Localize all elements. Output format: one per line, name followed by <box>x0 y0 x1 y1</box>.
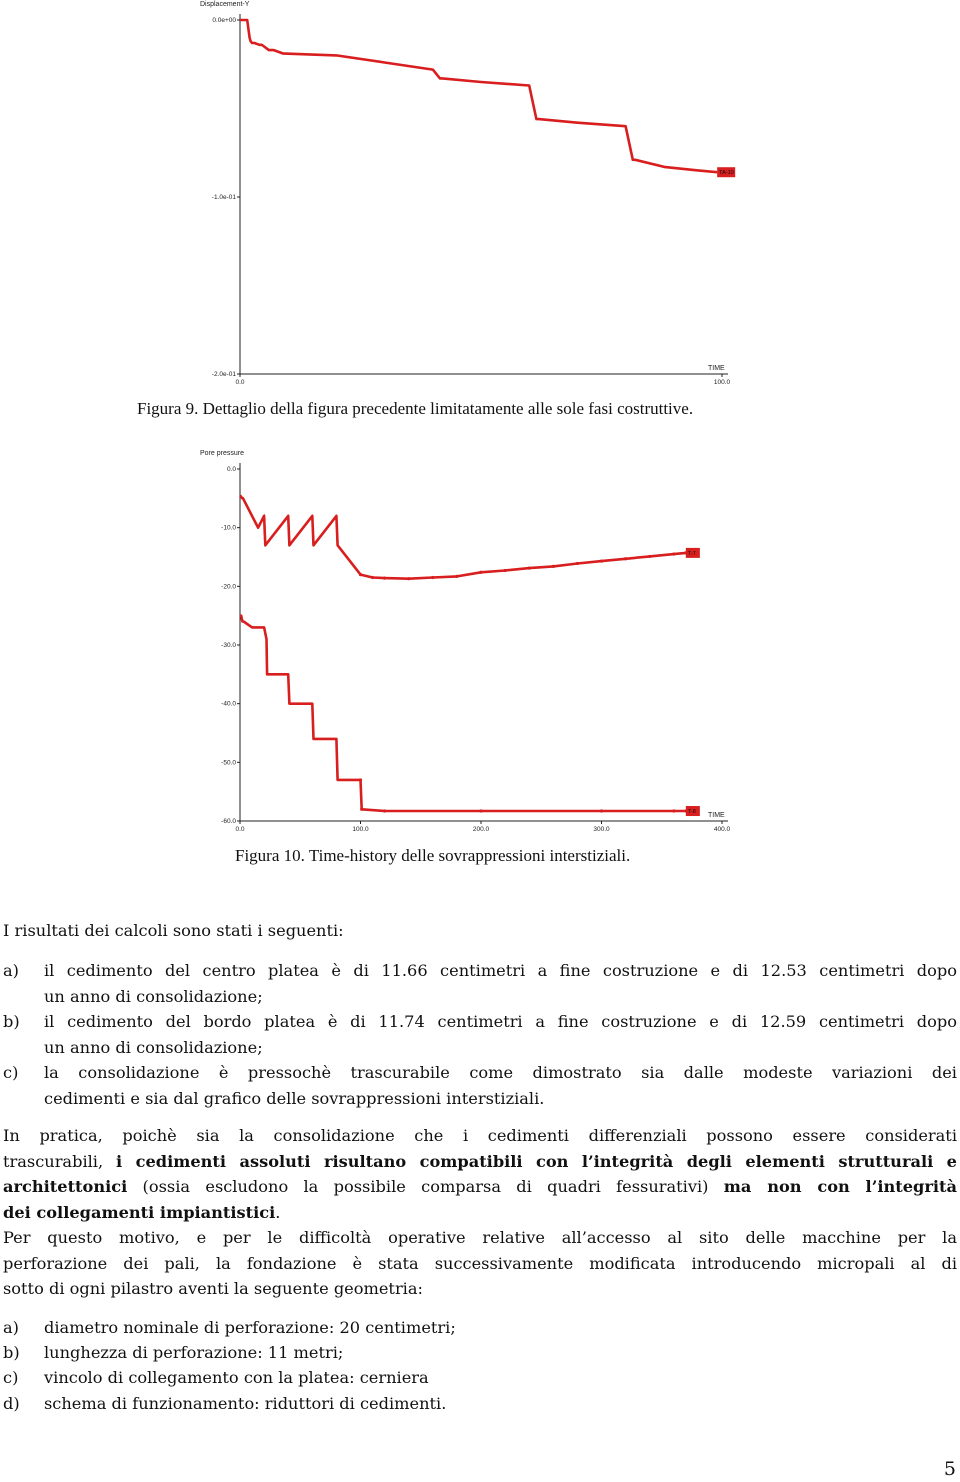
data-point <box>383 577 386 580</box>
intro-paragraph: I risultati dei calcoli sono stati i seguenti: <box>3 921 344 940</box>
list-item-text-line: un anno di consolidazione; <box>44 986 263 1006</box>
data-point <box>431 576 434 579</box>
x-tick-label: 200.0 <box>472 826 490 833</box>
figure-10-caption: Figura 10. Time-history delle sovrappressioni interstiziali. <box>235 846 631 865</box>
series-line-t-7 <box>240 495 686 578</box>
list-item-text-line: cedimenti e sia dal grafico delle sovrappressioni interstiziali. <box>44 1088 545 1108</box>
data-point <box>600 560 603 563</box>
series-end-tag-label: T-8 <box>687 809 696 816</box>
list-item-text-line: un anno di consolidazione; <box>44 1037 263 1057</box>
x-tick-label: 400.0 <box>713 826 731 833</box>
series-end-tag-label: TA-10 <box>719 170 734 177</box>
data-point <box>479 809 482 812</box>
paragraph-line: architettonici (ossia escludono la possibile comparsa di quadri fessurativi) ma non con l’integrità <box>3 1177 957 1196</box>
list-marker: c) <box>3 1368 19 1387</box>
y-tick-label: 0.0e+00 <box>212 17 236 24</box>
paragraph-line: Per questo motivo, e per le difficoltà operative relative all’accesso al sito delle macchine per la <box>3 1228 957 1247</box>
figure-9-caption: Figura 9. Dettaglio della figura precedente limitatamente alle sole fasi costruttive. <box>137 399 694 418</box>
data-point <box>648 555 651 558</box>
list-item-text-line: lunghezza di perforazione: 11 metri; <box>44 1343 344 1362</box>
x-tick-label: 0.0 <box>235 826 245 833</box>
data-point <box>359 573 362 576</box>
data-point <box>672 809 675 812</box>
data-point <box>552 565 555 568</box>
y-tick-label: -50.0 <box>221 759 236 767</box>
x-tick-label: 100.0 <box>352 826 369 833</box>
paragraph-line: dei collegamenti impiantistici. <box>3 1202 281 1222</box>
data-point <box>359 778 362 781</box>
y-tick-label: 0.0 <box>226 466 236 473</box>
list-item-text-line: il cedimento del bordo platea è di 11.74 centimetri a fine costruzione e di 12.59 centimetri dopo <box>44 1012 957 1031</box>
data-point <box>360 808 363 811</box>
data-point <box>371 576 374 579</box>
list-item-text-line: diametro nominale di perforazione: 20 centimetri; <box>44 1318 456 1337</box>
list-marker: a) <box>3 961 19 980</box>
series-line-shadow <box>240 495 686 578</box>
conclusion-paragraph <box>3 1123 957 1225</box>
y-tick-label: -20.0 <box>221 583 236 591</box>
list-marker: a) <box>3 1318 19 1337</box>
series-end-tag-label: T-7 <box>687 550 696 557</box>
y-tick-label: -30.0 <box>221 642 236 649</box>
y-axis-label: Pore pressure <box>200 450 244 457</box>
paragraph-line: sotto di ogni pilastro aventi la seguente geometria: <box>3 1279 423 1298</box>
paragraph-line: In pratica, poichè sia la consolidazione che i cedimenti differenziali possono essere considerati <box>3 1126 957 1145</box>
x-axis-label: TIME <box>708 812 725 819</box>
data-point <box>455 575 458 578</box>
list-marker: b) <box>3 1343 20 1362</box>
y-tick-label: -40.0 <box>221 700 236 708</box>
data-point <box>672 552 675 555</box>
y-tick-label: -1.0e-01 <box>211 194 236 201</box>
x-tick-label: 100.0 <box>713 379 731 386</box>
data-point <box>576 562 579 565</box>
y-tick-label: -10.0 <box>221 524 236 532</box>
data-point <box>479 571 482 574</box>
list-marker: c) <box>3 1063 19 1082</box>
data-point <box>600 809 603 812</box>
data-point <box>504 569 507 572</box>
list-item-text-line: il cedimento del centro platea è di 11.66 centimetri a fine costruzione e di 12.53 centimetri dopo <box>44 961 957 980</box>
y-axis-label: Displacement-Y <box>200 1 250 8</box>
x-axis-label: TIME <box>708 365 725 372</box>
micropiles-paragraph <box>3 1225 957 1302</box>
data-point <box>528 567 531 570</box>
series-line-t-8 <box>240 616 686 811</box>
paragraph-line: trascurabili, i cedimenti assoluti risultano compatibili con l’integrità degli elementi strutturali e <box>3 1151 957 1171</box>
y-tick-label: -2.0e-01 <box>211 371 236 378</box>
data-point <box>407 577 410 580</box>
list-item-text-line: la consolidazione è pressochè trascurabile come dimostrato sia dalle modeste variazioni dei <box>44 1063 957 1082</box>
data-point <box>624 557 627 560</box>
list-item-text-line: vincolo di collegamento con la platea: cerniera <box>44 1368 429 1387</box>
list-marker: d) <box>3 1394 20 1413</box>
list-item-text-line: schema di funzionamento: riduttori di cedimenti. <box>44 1394 447 1413</box>
series-line-shadow <box>240 616 686 811</box>
y-tick-label: -60.0 <box>221 818 236 825</box>
paragraph-line: perforazione dei pali, la fondazione è stata successivamente modificata introducendo micropali al di <box>3 1253 957 1273</box>
data-point <box>383 809 386 812</box>
x-tick-label: 300.0 <box>593 826 610 833</box>
page-number: 5 <box>943 1458 956 1480</box>
list-marker: b) <box>3 1012 20 1031</box>
x-tick-label: 0.0 <box>235 379 245 386</box>
